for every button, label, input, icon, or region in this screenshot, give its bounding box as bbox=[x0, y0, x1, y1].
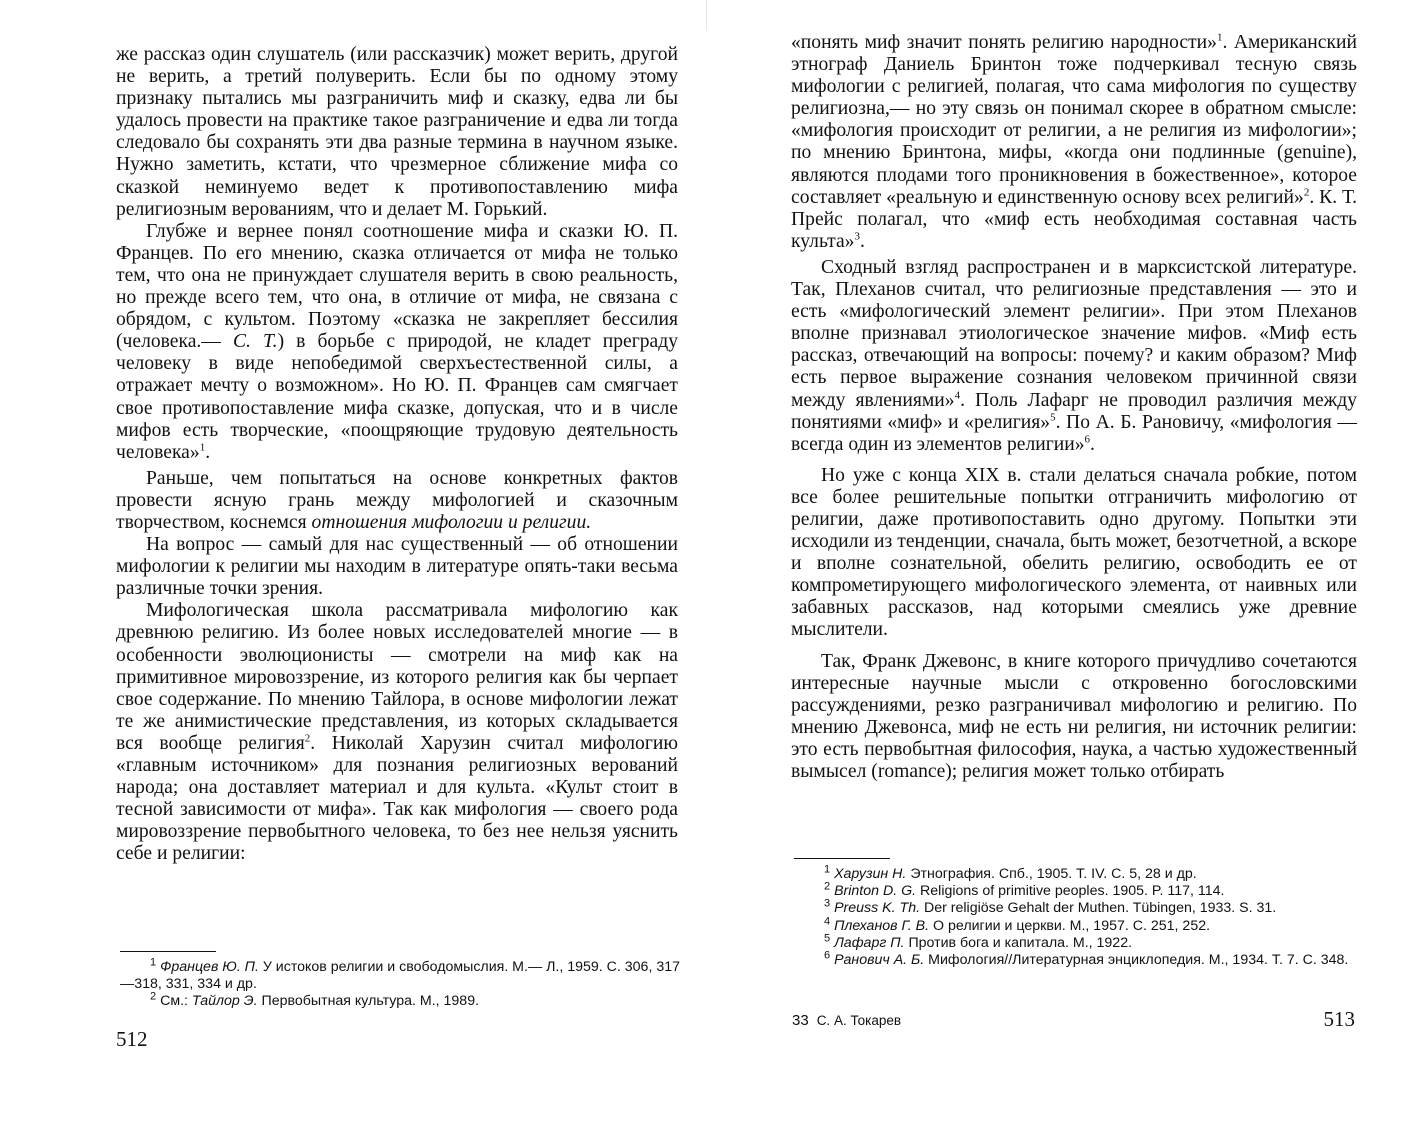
left-paragraph-3 bbox=[116, 468, 678, 534]
right-page bbox=[706, 0, 1413, 1130]
right-paragraph-1-part-b: . Американский этнограф Даниель Бринтон тоже подчеркивал тесную связь мифологии с религией, полагая, что сама мифология по существу религиозна,— но эту связь он понимал скорее в обратном смысле: «мифология происходит от религии, а не религия из мифологии»; по мнению Бринтона, мифы, «когда они подлинные (genuine), являются плодами того проникновения в божественное», которое составляет «реальную и единственную основу всех религий» bbox=[791, 32, 1357, 208]
footnote-number: 3 bbox=[824, 897, 831, 910]
footnote-text: О религии и церкви. М., 1957. С. 251, 252. bbox=[929, 917, 1211, 934]
left-footnotes bbox=[120, 956, 681, 1011]
signature-sheet-number: 33 bbox=[792, 1012, 809, 1029]
footnote-text: Religions of primitive peoples. 1905. P. 117, 114. bbox=[916, 883, 1225, 900]
footnote-number: 2 bbox=[150, 990, 157, 1003]
right-paragraph-2-part-b: . Поль Лафарг не проводил различия между понятиями «миф» и «религия» bbox=[791, 389, 1357, 433]
footnote-ref-1: 1 bbox=[199, 441, 206, 454]
right-paragraph-1-part-c: . К. Т. Прейс полагал, что «миф есть необходимая составная часть культа» bbox=[791, 186, 1357, 252]
left-footnote-rule bbox=[120, 951, 216, 952]
left-footnote-1 bbox=[120, 956, 681, 993]
footnote-text: Этнография. Спб., 1905. Т. IV. С. 5, 28 и др. bbox=[906, 866, 1197, 882]
left-paragraph-2-part-c: . bbox=[205, 441, 211, 463]
right-footnote-2 bbox=[794, 880, 1356, 900]
right-paragraph-2-part-d: . bbox=[1090, 433, 1095, 455]
footnote-prefix: См.: bbox=[160, 993, 192, 1010]
right-footnote-rule bbox=[794, 858, 890, 859]
footnote-text: Против бога и капитала. М., 1922. bbox=[904, 934, 1133, 951]
right-paragraph-4: Так, Франк Джевонс, в книге которого причудливо сочетаются интересные научные мысли с откровенно богословскими рассуждениями, резко разграничивал мифологию и религию. По мнению Джевонса, миф не есть ни религия, ни источник религии: это есть первобытная философия, наука, а частью художественный вымысел (romance); религия может только отбирать bbox=[791, 650, 1357, 782]
right-page-number: 513 bbox=[1323, 1007, 1355, 1031]
left-paragraph-3-part-a: Раньше, чем попытаться на основе конкретных фактов провести ясную грань между мифологией и сказочным творчеством, коснемся bbox=[116, 467, 678, 533]
left-paragraph-4: На вопрос — самый для нас существенный — об отношении мифологии к религии мы находим в литературе опять-таки весьма различные точки зрения. bbox=[116, 534, 678, 600]
footnote-ref-3: 3 bbox=[854, 230, 860, 243]
footnote-author: Brinton D. G. bbox=[834, 883, 917, 900]
footnote-author: Лафарг П. bbox=[834, 934, 905, 951]
footnote-text: Первобытная культура. М., 1989. bbox=[257, 993, 480, 1010]
left-footnote-2 bbox=[120, 990, 680, 1010]
left-paragraph-5-part-b: . Николай Харузин считал мифологию «главным источником» для познания религиозных верований народа; она доставляет материал и для культа. «Культ стоит в тесной зависимости от мифа». Так как мифология — своего рода мировоззрение первобытного человека, то без нее нельзя уяснить себе и религии: bbox=[116, 732, 678, 865]
footnote-number: 2 bbox=[824, 880, 831, 893]
footnote-ref-1: 1 bbox=[1216, 31, 1223, 44]
footnote-author: Ранович А. Б. bbox=[834, 952, 925, 969]
footnote-text: Мифология//Литературная энциклопедия. М., 1934. Т. 7. С. 348. bbox=[924, 952, 1349, 969]
left-paragraph-5 bbox=[116, 600, 678, 865]
right-footnote-5 bbox=[794, 932, 1356, 952]
footnote-number: 4 bbox=[824, 914, 831, 927]
footnote-author: Францев Ю. П. bbox=[160, 959, 259, 975]
footnote-ref-2: 2 bbox=[304, 732, 311, 745]
left-paragraph-1: же рассказ один слушатель (или рассказчик) может верить, другой не верить, а третий полуверить. Если бы по одному этому признаку пытались мы разграничить миф и сказку, едва ли бы удалось провести на практике такое разграничение и едва ли тогда следовало бы сохранять эти два разные термина в научном языке. Нужно заметить, кстати, что чрезмерное сближение мифа со сказкой неминуемо ведет к противопоставлению мифа религиозным верованиям, что и делает М. Горький. bbox=[116, 44, 678, 220]
left-page bbox=[0, 0, 706, 1130]
right-footnote-4 bbox=[794, 914, 1356, 935]
footnote-text: Der religiöse Gehalt der Muthen. Tübingen, 1933. S. 31. bbox=[920, 900, 1277, 917]
right-footnote-3 bbox=[794, 897, 1356, 917]
footnote-number: 1 bbox=[824, 863, 831, 876]
footnote-author: Preuss K. Th. bbox=[834, 900, 921, 917]
footnote-text: У истоков религии и свободомыслия. М.— Л., 1959. С. 306, 317—318, 331, 334 и др. bbox=[120, 959, 681, 993]
footnote-ref-2: 2 bbox=[1303, 186, 1310, 199]
footnote-ref-5: 5 bbox=[1050, 411, 1056, 424]
footnote-number: 6 bbox=[824, 949, 831, 962]
footnote-number: 5 bbox=[824, 932, 831, 945]
footnote-ref-6: 6 bbox=[1084, 433, 1091, 446]
right-paragraph-2 bbox=[791, 257, 1357, 456]
footnote-author: Харузин Н. bbox=[834, 866, 907, 882]
right-paragraph-1-part-d: . bbox=[859, 230, 865, 252]
right-paragraph-1 bbox=[791, 32, 1357, 253]
footnote-number: 1 bbox=[150, 956, 157, 969]
left-paragraph-2-part-a: Глубже и вернее понял соотношение мифа и сказки Ю. П. Францев. По его мнению, сказка отличается от мифа не только тем, что она не принуждает слушателя верить в свою реальность, но прежде всего тем, что она, в отличие от мифа, не связана с обрядом, с культом. Поэтому «сказка не закрепляет бессилия (человека.— bbox=[116, 220, 678, 353]
right-paragraph-2-part-a: Сходный взгляд распространен и в марксистской литературе. Так, Плеханов считал, что религиозные представления — это и есть «мифологический элемент религии». При этом Плеханов вполне признавал этиологическое значение мифов. «Миф есть рассказ, отвечающий на вопросы: почему? и каким образом? Миф есть первое выражение сознания человеком причинной связи между явлениями» bbox=[791, 256, 1357, 411]
right-paragraph-2-part-c: . По А. Б. Рановичу, «мифология — всегда один из элементов религии» bbox=[791, 411, 1357, 455]
left-paragraph-5-part-a: Мифологическая школа рассматривала мифологию как древнюю религию. Из более новых исследователей многие — в особенности эволюционисты — смотрели на миф как на примитивное мировоззрение, из которого религия как бы черпает свое содержание. По мнению Тайлора, в основе мифологии лежат те же анимистические представления, из которых складывается вся вообще религия bbox=[116, 600, 678, 754]
footnote-author: Тайлор Э. bbox=[191, 993, 258, 1010]
left-page-number: 512 bbox=[116, 1027, 148, 1051]
printer-signature bbox=[792, 1012, 901, 1029]
left-body-text bbox=[116, 44, 678, 865]
left-paragraph-2 bbox=[116, 221, 678, 464]
footnote-ref-4: 4 bbox=[954, 388, 961, 401]
right-footnotes bbox=[794, 863, 1356, 969]
left-paragraph-2-part-b: ) в борьбе с природой, не кладет преграду человеку в виде непобедимой сверхъестественной силы, а отражает мечту о возможном». Но Ю. П. Францев сам смягчает свое противопоставление мифа сказке, допуская, что и в числе мифов есть творческие, «поощряющие трудовую деятельность человека» bbox=[116, 331, 679, 463]
left-paragraph-3-italic: отношения мифологии и религии. bbox=[311, 511, 592, 533]
footnote-author: Плеханов Г. В. bbox=[834, 917, 930, 934]
right-footnote-1 bbox=[794, 863, 1356, 883]
right-paragraph-1-part-a: «понять миф значит понять религию народности» bbox=[791, 32, 1217, 53]
right-body-text bbox=[791, 32, 1357, 783]
right-footnote-6 bbox=[794, 949, 1356, 969]
left-paragraph-2-italic: С. Т. bbox=[232, 331, 278, 353]
right-paragraph-3: Но уже с конца XIX в. стали делаться сначала робкие, потом все более решительные попытки отграничить мифологию от религии, даже противопоставить одно другому. Попытки эти исходили из тенденции, сначала, быть может, безотчетной, а вскоре и вполне сознательной, обелить религию, освободить ее от компрометирующего мифологического элемента, от наивных или забавных рассказов, над которыми смеялись уже древние мыслители. bbox=[791, 464, 1357, 641]
signature-author: С. А. Токарев bbox=[816, 1013, 902, 1028]
